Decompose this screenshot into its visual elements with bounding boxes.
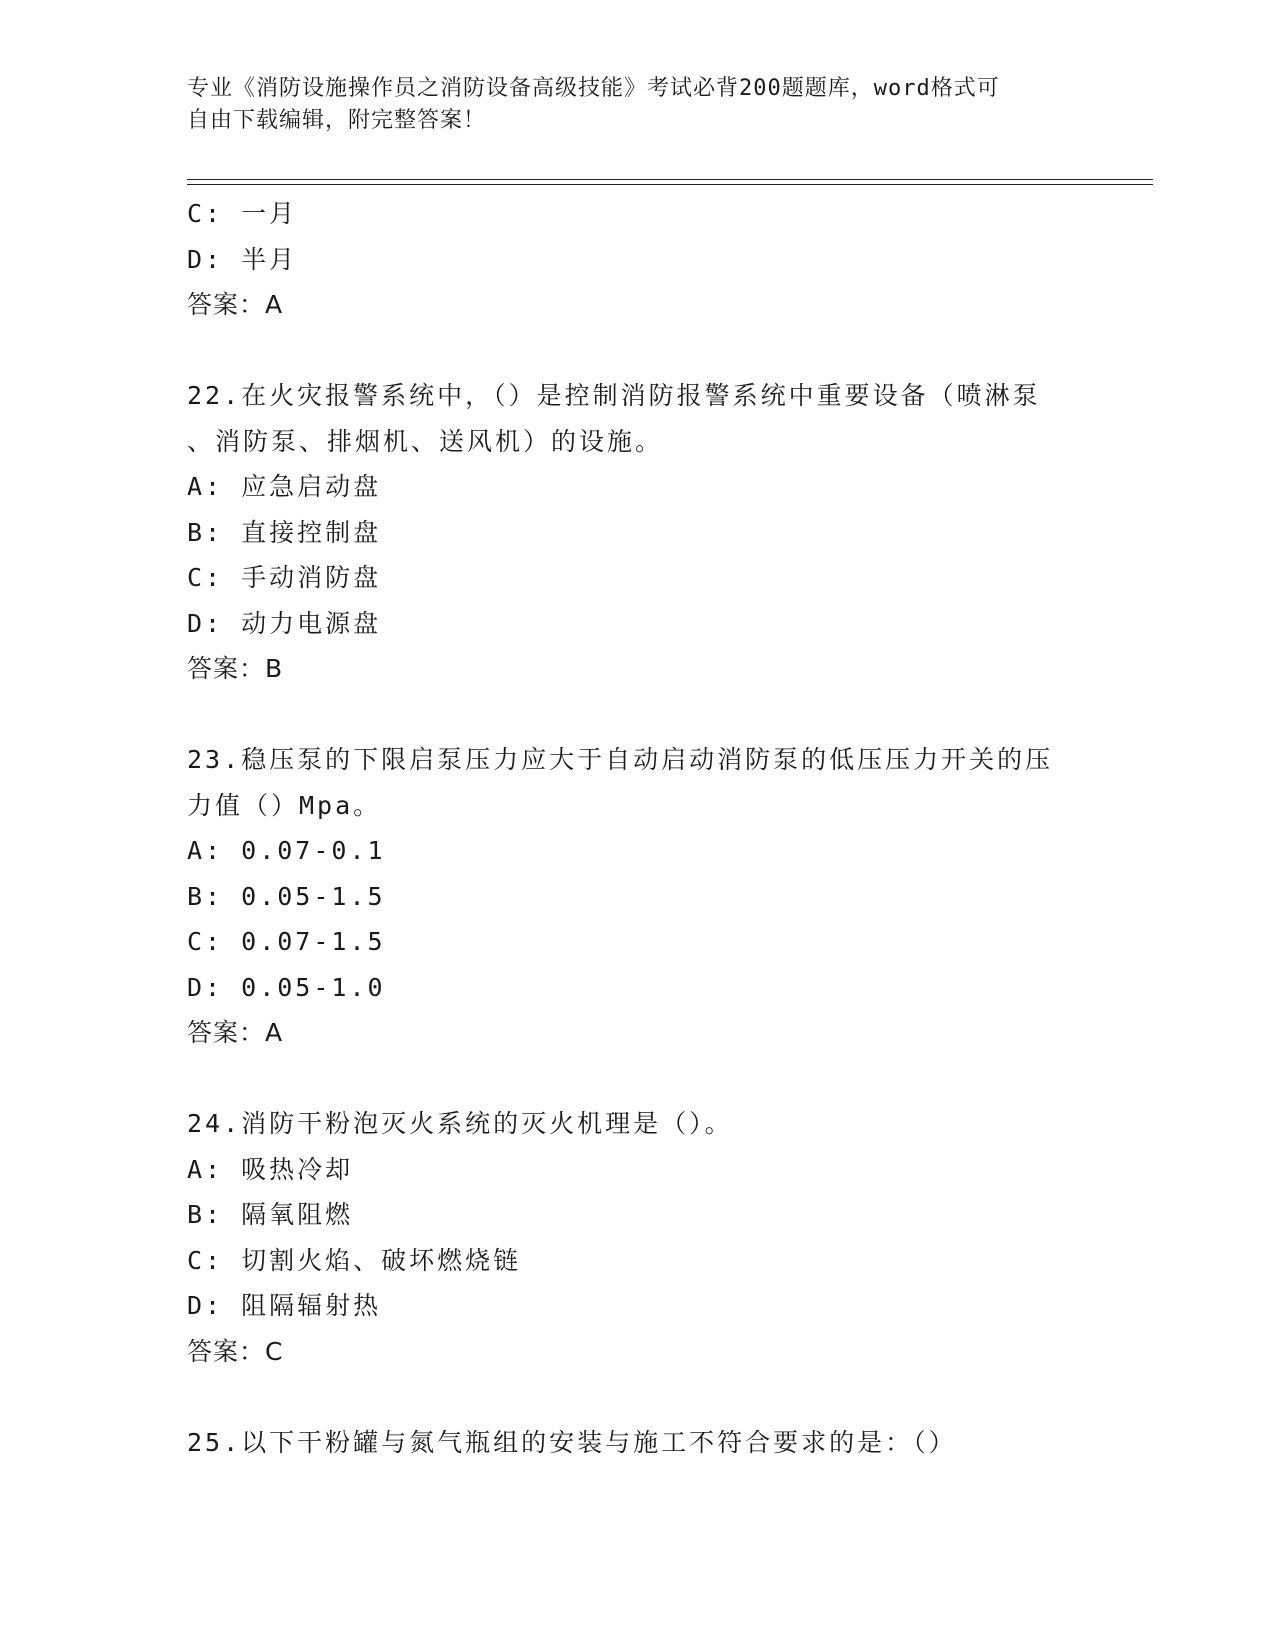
option-b: B: 0.05-1.5 xyxy=(187,881,386,911)
answer-line: 答案：B xyxy=(187,654,284,683)
answer-line: 答案：A xyxy=(187,1018,284,1047)
document-header xyxy=(187,73,1067,137)
question-24 xyxy=(187,1101,1087,1374)
option-d: D: 半月 xyxy=(187,244,298,274)
option-d: D: 0.05-1.0 xyxy=(187,972,386,1002)
spacer xyxy=(187,1374,1087,1420)
answer-line: 答案：C xyxy=(187,1336,284,1366)
option-c: C: 切割火焰、破坏燃烧链 xyxy=(187,1245,522,1275)
option-a: A: 应急启动盘 xyxy=(187,472,382,501)
option-c: C: 手动消防盘 xyxy=(187,563,382,592)
option-b: B: 隔氧阻燃 xyxy=(187,1200,354,1229)
option-c: C: 0.07-1.5 xyxy=(187,927,386,956)
question-text-line-2: 力值（）Mpa。 xyxy=(187,790,382,820)
question-list xyxy=(187,191,1087,1465)
question-text-line-1: 22.在火灾报警系统中，（）是控制消防报警系统中重要设备（喷淋泵 xyxy=(187,381,1041,410)
question-22 xyxy=(187,373,1087,692)
question-text-line-1: 25.以下干粉罐与氮气瓶组的安装与施工不符合要求的是：（） xyxy=(187,1427,957,1457)
spacer xyxy=(187,1056,1087,1102)
option-a: A: 0.07-0.1 xyxy=(187,836,386,865)
question-25 xyxy=(187,1420,1087,1466)
question-text-line-1: 23.稳压泵的下限启泵压力应大于自动启动消防泵的低压压力开关的压 xyxy=(187,745,1054,774)
option-d: D: 阻隔辐射热 xyxy=(187,1291,382,1320)
spacer xyxy=(187,692,1087,738)
question-23 xyxy=(187,737,1087,1056)
option-b: B: 直接控制盘 xyxy=(187,517,382,547)
spacer xyxy=(187,328,1087,374)
question-text-line-1: 24.消防干粉泡灭火系统的灭火机理是（）。 xyxy=(187,1109,733,1138)
option-c: C: 一月 xyxy=(187,199,298,228)
option-a: A: 吸热冷却 xyxy=(187,1154,354,1184)
header-divider-top xyxy=(187,179,1153,180)
header-line-1: 专业《消防设施操作员之消防设备高级技能》考试必背200题题库，word格式可 xyxy=(187,76,1000,101)
question-21-tail xyxy=(187,191,1087,328)
header-divider-bottom xyxy=(187,184,1153,185)
answer-line: 答案：A xyxy=(187,290,284,319)
option-d: D: 动力电源盘 xyxy=(187,608,382,638)
header-line-2: 自由下载编辑，附完整答案！ xyxy=(187,108,487,133)
question-text-line-2: 、消防泵、排烟机、送风机）的设施。 xyxy=(187,426,664,456)
